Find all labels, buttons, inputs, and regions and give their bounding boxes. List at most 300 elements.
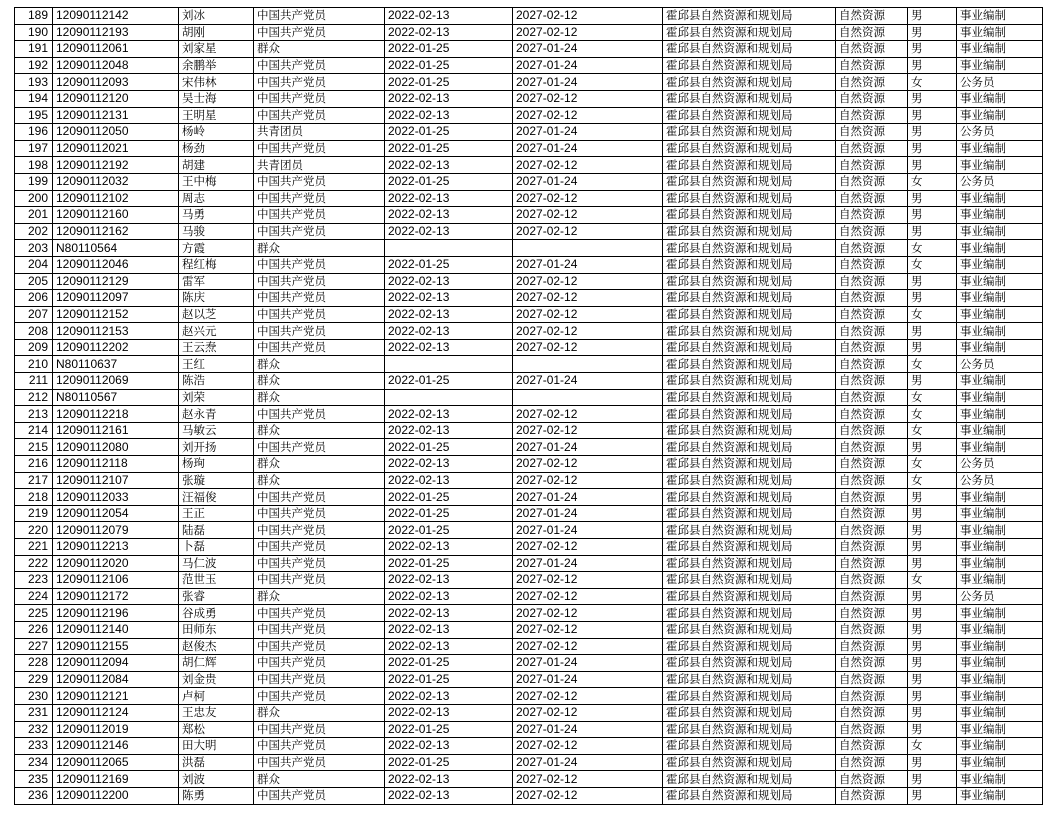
- gender-cell: 男: [908, 621, 957, 638]
- row-number-cell: 226: [15, 621, 53, 638]
- issue-date-cell: 2022-02-13: [385, 787, 513, 804]
- table-row: [15, 57, 1043, 74]
- political-status-cell: 中国共产党员: [254, 190, 385, 207]
- certificate-number-cell: 12090112169: [53, 771, 179, 788]
- issue-date-cell: 2022-02-13: [385, 323, 513, 340]
- expiry-date-cell: 2027-02-12: [513, 8, 663, 25]
- expiry-date-cell: 2027-02-12: [513, 539, 663, 556]
- expiry-date-cell: 2027-01-24: [513, 41, 663, 58]
- political-status-cell: 中国共产党员: [254, 406, 385, 423]
- table-row: [15, 124, 1043, 141]
- table-row: [15, 505, 1043, 522]
- staff-type-cell: 事业编制: [957, 107, 1043, 124]
- expiry-date-cell: 2027-01-24: [513, 57, 663, 74]
- political-status-cell: 中国共产党员: [254, 489, 385, 506]
- table-row: [15, 74, 1043, 91]
- issue-date-cell: 2022-01-25: [385, 505, 513, 522]
- staff-type-cell: 事业编制: [957, 273, 1043, 290]
- gender-cell: 女: [908, 472, 957, 489]
- issue-date-cell: 2022-02-13: [385, 207, 513, 224]
- field-cell: 自然资源: [836, 704, 908, 721]
- expiry-date-cell: 2027-01-24: [513, 256, 663, 273]
- field-cell: 自然资源: [836, 555, 908, 572]
- issue-date-cell: 2022-02-13: [385, 456, 513, 473]
- field-cell: 自然资源: [836, 190, 908, 207]
- agency-cell: 霍邱县自然资源和规划局: [663, 505, 836, 522]
- gender-cell: 男: [908, 688, 957, 705]
- gender-cell: 男: [908, 90, 957, 107]
- agency-cell: 霍邱县自然资源和规划局: [663, 124, 836, 141]
- field-cell: 自然资源: [836, 621, 908, 638]
- gender-cell: 女: [908, 74, 957, 91]
- issue-date-cell: 2022-02-13: [385, 605, 513, 622]
- agency-cell: 霍邱县自然资源和规划局: [663, 721, 836, 738]
- agency-cell: 霍邱县自然资源和规划局: [663, 456, 836, 473]
- expiry-date-cell: 2027-02-12: [513, 787, 663, 804]
- political-status-cell: 群众: [254, 422, 385, 439]
- row-number-cell: 195: [15, 107, 53, 124]
- gender-cell: 男: [908, 373, 957, 390]
- political-status-cell: 中国共产党员: [254, 24, 385, 41]
- political-status-cell: 群众: [254, 771, 385, 788]
- field-cell: 自然资源: [836, 439, 908, 456]
- political-status-cell: 中国共产党员: [254, 738, 385, 755]
- agency-cell: 霍邱县自然资源和规划局: [663, 522, 836, 539]
- gender-cell: 男: [908, 754, 957, 771]
- table-row: [15, 256, 1043, 273]
- issue-date-cell: 2022-01-25: [385, 754, 513, 771]
- staff-type-cell: 事业编制: [957, 539, 1043, 556]
- row-number-cell: 202: [15, 223, 53, 240]
- issue-date-cell: 2022-01-25: [385, 57, 513, 74]
- expiry-date-cell: 2027-01-24: [513, 74, 663, 91]
- name-cell: 雷军: [179, 273, 254, 290]
- name-cell: 赵兴元: [179, 323, 254, 340]
- row-number-cell: 205: [15, 273, 53, 290]
- staff-type-cell: 事业编制: [957, 339, 1043, 356]
- expiry-date-cell: 2027-02-12: [513, 207, 663, 224]
- staff-type-cell: 事业编制: [957, 638, 1043, 655]
- expiry-date-cell: 2027-02-12: [513, 90, 663, 107]
- table-row: [15, 638, 1043, 655]
- name-cell: 马勇: [179, 207, 254, 224]
- field-cell: 自然资源: [836, 273, 908, 290]
- issue-date-cell: 2022-02-13: [385, 273, 513, 290]
- field-cell: 自然资源: [836, 207, 908, 224]
- expiry-date-cell: 2027-02-12: [513, 339, 663, 356]
- row-number-cell: 225: [15, 605, 53, 622]
- name-cell: 马仁波: [179, 555, 254, 572]
- table-row: [15, 655, 1043, 672]
- table-body: [15, 8, 1043, 805]
- issue-date-cell: 2022-01-25: [385, 522, 513, 539]
- row-number-cell: 215: [15, 439, 53, 456]
- staff-type-cell: 事业编制: [957, 439, 1043, 456]
- political-status-cell: 中国共产党员: [254, 339, 385, 356]
- agency-cell: 霍邱县自然资源和规划局: [663, 323, 836, 340]
- field-cell: 自然资源: [836, 422, 908, 439]
- row-number-cell: 198: [15, 157, 53, 174]
- political-status-cell: 中国共产党员: [254, 439, 385, 456]
- row-number-cell: 207: [15, 306, 53, 323]
- agency-cell: 霍邱县自然资源和规划局: [663, 223, 836, 240]
- field-cell: 自然资源: [836, 787, 908, 804]
- staff-type-cell: 事业编制: [957, 207, 1043, 224]
- field-cell: 自然资源: [836, 638, 908, 655]
- table-row: [15, 522, 1043, 539]
- issue-date-cell: [385, 389, 513, 406]
- name-cell: 赵俊杰: [179, 638, 254, 655]
- field-cell: 自然资源: [836, 74, 908, 91]
- political-status-cell: 中国共产党员: [254, 638, 385, 655]
- staff-type-cell: 公务员: [957, 356, 1043, 373]
- name-cell: 方霞: [179, 240, 254, 257]
- name-cell: 刘波: [179, 771, 254, 788]
- field-cell: 自然资源: [836, 489, 908, 506]
- name-cell: 宋伟林: [179, 74, 254, 91]
- field-cell: 自然资源: [836, 223, 908, 240]
- agency-cell: 霍邱县自然资源和规划局: [663, 107, 836, 124]
- agency-cell: 霍邱县自然资源和规划局: [663, 472, 836, 489]
- issue-date-cell: 2022-02-13: [385, 90, 513, 107]
- staff-type-cell: 事业编制: [957, 787, 1043, 804]
- gender-cell: 女: [908, 173, 957, 190]
- name-cell: 余鹏举: [179, 57, 254, 74]
- table-row: [15, 456, 1043, 473]
- certificate-number-cell: 12090112140: [53, 621, 179, 638]
- gender-cell: 男: [908, 505, 957, 522]
- certificate-number-cell: 12090112120: [53, 90, 179, 107]
- gender-cell: 男: [908, 638, 957, 655]
- row-number-cell: 203: [15, 240, 53, 257]
- agency-cell: 霍邱县自然资源和规划局: [663, 787, 836, 804]
- issue-date-cell: [385, 356, 513, 373]
- agency-cell: 霍邱县自然资源和规划局: [663, 539, 836, 556]
- table-row: [15, 240, 1043, 257]
- name-cell: 张睿: [179, 588, 254, 605]
- certificate-number-cell: 12090112048: [53, 57, 179, 74]
- expiry-date-cell: 2027-02-12: [513, 472, 663, 489]
- political-status-cell: 中国共产党员: [254, 671, 385, 688]
- table-row: [15, 422, 1043, 439]
- gender-cell: 男: [908, 157, 957, 174]
- issue-date-cell: 2022-02-13: [385, 406, 513, 423]
- table-row: [15, 24, 1043, 41]
- certificate-number-cell: 12090112046: [53, 256, 179, 273]
- staff-type-cell: 公务员: [957, 456, 1043, 473]
- political-status-cell: 中国共产党员: [254, 107, 385, 124]
- expiry-date-cell: 2027-01-24: [513, 671, 663, 688]
- political-status-cell: 中国共产党员: [254, 207, 385, 224]
- field-cell: 自然资源: [836, 24, 908, 41]
- staff-type-cell: 事业编制: [957, 240, 1043, 257]
- gender-cell: 男: [908, 124, 957, 141]
- political-status-cell: 群众: [254, 704, 385, 721]
- issue-date-cell: 2022-01-25: [385, 373, 513, 390]
- agency-cell: 霍邱县自然资源和规划局: [663, 57, 836, 74]
- field-cell: 自然资源: [836, 157, 908, 174]
- field-cell: 自然资源: [836, 472, 908, 489]
- table-row: [15, 223, 1043, 240]
- gender-cell: 女: [908, 356, 957, 373]
- name-cell: 卢柯: [179, 688, 254, 705]
- political-status-cell: 中国共产党员: [254, 273, 385, 290]
- staff-type-cell: 事业编制: [957, 621, 1043, 638]
- political-status-cell: 群众: [254, 41, 385, 58]
- table-row: [15, 738, 1043, 755]
- agency-cell: 霍邱县自然资源和规划局: [663, 373, 836, 390]
- staff-type-cell: 事业编制: [957, 505, 1043, 522]
- issue-date-cell: 2022-02-13: [385, 190, 513, 207]
- political-status-cell: 中国共产党员: [254, 256, 385, 273]
- name-cell: 田师东: [179, 621, 254, 638]
- row-number-cell: 236: [15, 787, 53, 804]
- political-status-cell: 群众: [254, 588, 385, 605]
- name-cell: 范世玉: [179, 572, 254, 589]
- certificate-number-cell: 12090112142: [53, 8, 179, 25]
- political-status-cell: 中国共产党员: [254, 306, 385, 323]
- row-number-cell: 210: [15, 356, 53, 373]
- row-number-cell: 228: [15, 655, 53, 672]
- expiry-date-cell: 2027-02-12: [513, 306, 663, 323]
- field-cell: 自然资源: [836, 107, 908, 124]
- row-number-cell: 217: [15, 472, 53, 489]
- agency-cell: 霍邱县自然资源和规划局: [663, 157, 836, 174]
- certificate-number-cell: 12090112050: [53, 124, 179, 141]
- field-cell: 自然资源: [836, 240, 908, 257]
- table-row: [15, 539, 1043, 556]
- agency-cell: 霍邱县自然资源和规划局: [663, 422, 836, 439]
- table-row: [15, 572, 1043, 589]
- field-cell: 自然资源: [836, 140, 908, 157]
- staff-type-cell: 事业编制: [957, 688, 1043, 705]
- staff-type-cell: 事业编制: [957, 754, 1043, 771]
- row-number-cell: 194: [15, 90, 53, 107]
- agency-cell: 霍邱县自然资源和规划局: [663, 256, 836, 273]
- expiry-date-cell: 2027-01-24: [513, 489, 663, 506]
- name-cell: 王正: [179, 505, 254, 522]
- gender-cell: 男: [908, 8, 957, 25]
- gender-cell: 男: [908, 140, 957, 157]
- agency-cell: 霍邱县自然资源和规划局: [663, 588, 836, 605]
- row-number-cell: 232: [15, 721, 53, 738]
- political-status-cell: 中国共产党员: [254, 539, 385, 556]
- expiry-date-cell: 2027-01-24: [513, 754, 663, 771]
- staff-type-cell: 事业编制: [957, 389, 1043, 406]
- political-status-cell: 群众: [254, 356, 385, 373]
- issue-date-cell: 2022-01-25: [385, 655, 513, 672]
- gender-cell: 女: [908, 456, 957, 473]
- staff-type-cell: 事业编制: [957, 90, 1043, 107]
- agency-cell: 霍邱县自然资源和规划局: [663, 290, 836, 307]
- expiry-date-cell: 2027-02-12: [513, 456, 663, 473]
- gender-cell: 男: [908, 273, 957, 290]
- gender-cell: 女: [908, 389, 957, 406]
- expiry-date-cell: 2027-02-12: [513, 406, 663, 423]
- staff-type-cell: 公务员: [957, 472, 1043, 489]
- field-cell: 自然资源: [836, 41, 908, 58]
- table-row: [15, 389, 1043, 406]
- row-number-cell: 213: [15, 406, 53, 423]
- gender-cell: 男: [908, 522, 957, 539]
- name-cell: 刘家星: [179, 41, 254, 58]
- agency-cell: 霍邱县自然资源和规划局: [663, 621, 836, 638]
- issue-date-cell: 2022-02-13: [385, 339, 513, 356]
- row-number-cell: 204: [15, 256, 53, 273]
- certificate-number-cell: 12090112021: [53, 140, 179, 157]
- certificate-number-cell: 12090112054: [53, 505, 179, 522]
- certificate-number-cell: 12090112065: [53, 754, 179, 771]
- table-row: [15, 157, 1043, 174]
- issue-date-cell: 2022-02-13: [385, 621, 513, 638]
- political-status-cell: 群众: [254, 456, 385, 473]
- row-number-cell: 191: [15, 41, 53, 58]
- table-row: [15, 140, 1043, 157]
- row-number-cell: 197: [15, 140, 53, 157]
- table-row: [15, 671, 1043, 688]
- staff-type-cell: 事业编制: [957, 555, 1043, 572]
- name-cell: 王云焘: [179, 339, 254, 356]
- political-status-cell: 中国共产党员: [254, 8, 385, 25]
- staff-type-cell: 事业编制: [957, 406, 1043, 423]
- gender-cell: 女: [908, 240, 957, 257]
- certificate-number-cell: N80110637: [53, 356, 179, 373]
- certificate-number-cell: 12090112097: [53, 290, 179, 307]
- political-status-cell: 群众: [254, 240, 385, 257]
- row-number-cell: 234: [15, 754, 53, 771]
- name-cell: 胡仁辉: [179, 655, 254, 672]
- field-cell: 自然资源: [836, 389, 908, 406]
- name-cell: 王忠友: [179, 704, 254, 721]
- name-cell: 陈勇: [179, 787, 254, 804]
- table-row: [15, 90, 1043, 107]
- political-status-cell: 中国共产党员: [254, 323, 385, 340]
- certificate-number-cell: 12090112033: [53, 489, 179, 506]
- political-status-cell: 中国共产党员: [254, 173, 385, 190]
- row-number-cell: 189: [15, 8, 53, 25]
- name-cell: 刘开扬: [179, 439, 254, 456]
- issue-date-cell: 2022-02-13: [385, 572, 513, 589]
- agency-cell: 霍邱县自然资源和规划局: [663, 738, 836, 755]
- staff-type-cell: 事业编制: [957, 738, 1043, 755]
- name-cell: 刘金贵: [179, 671, 254, 688]
- row-number-cell: 211: [15, 373, 53, 390]
- issue-date-cell: 2022-02-13: [385, 472, 513, 489]
- table-row: [15, 207, 1043, 224]
- agency-cell: 霍邱县自然资源和规划局: [663, 555, 836, 572]
- name-cell: 杨珣: [179, 456, 254, 473]
- field-cell: 自然资源: [836, 505, 908, 522]
- certificate-number-cell: 12090112161: [53, 422, 179, 439]
- certificate-number-cell: 12090112162: [53, 223, 179, 240]
- political-status-cell: 中国共产党员: [254, 522, 385, 539]
- staff-type-cell: 事业编制: [957, 605, 1043, 622]
- expiry-date-cell: 2027-01-24: [513, 173, 663, 190]
- row-number-cell: 190: [15, 24, 53, 41]
- certificate-number-cell: 12090112193: [53, 24, 179, 41]
- table-row: [15, 306, 1043, 323]
- certificate-number-cell: 12090112131: [53, 107, 179, 124]
- gender-cell: 男: [908, 339, 957, 356]
- staff-type-cell: 公务员: [957, 588, 1043, 605]
- certificate-number-cell: 12090112107: [53, 472, 179, 489]
- political-status-cell: 中国共产党员: [254, 505, 385, 522]
- agency-cell: 霍邱县自然资源和规划局: [663, 638, 836, 655]
- issue-date-cell: 2022-02-13: [385, 422, 513, 439]
- certificate-number-cell: 12090112079: [53, 522, 179, 539]
- certificate-number-cell: 12090112172: [53, 588, 179, 605]
- table-row: [15, 290, 1043, 307]
- name-cell: 张璇: [179, 472, 254, 489]
- row-number-cell: 230: [15, 688, 53, 705]
- gender-cell: 男: [908, 107, 957, 124]
- name-cell: 陈浩: [179, 373, 254, 390]
- field-cell: 自然资源: [836, 771, 908, 788]
- table-row: [15, 173, 1043, 190]
- field-cell: 自然资源: [836, 290, 908, 307]
- issue-date-cell: 2022-01-25: [385, 721, 513, 738]
- name-cell: 马骏: [179, 223, 254, 240]
- staff-type-cell: 事业编制: [957, 8, 1043, 25]
- row-number-cell: 201: [15, 207, 53, 224]
- agency-cell: 霍邱县自然资源和规划局: [663, 24, 836, 41]
- issue-date-cell: 2022-02-13: [385, 223, 513, 240]
- political-status-cell: 中国共产党员: [254, 721, 385, 738]
- expiry-date-cell: 2027-02-12: [513, 323, 663, 340]
- issue-date-cell: 2022-02-13: [385, 738, 513, 755]
- field-cell: 自然资源: [836, 339, 908, 356]
- row-number-cell: 193: [15, 74, 53, 91]
- issue-date-cell: 2022-02-13: [385, 688, 513, 705]
- row-number-cell: 224: [15, 588, 53, 605]
- field-cell: 自然资源: [836, 688, 908, 705]
- certificate-number-cell: 12090112061: [53, 41, 179, 58]
- field-cell: 自然资源: [836, 655, 908, 672]
- staff-type-cell: 公务员: [957, 74, 1043, 91]
- political-status-cell: 共青团员: [254, 157, 385, 174]
- row-number-cell: 212: [15, 389, 53, 406]
- table-row: [15, 472, 1043, 489]
- issue-date-cell: 2022-01-25: [385, 256, 513, 273]
- field-cell: 自然资源: [836, 605, 908, 622]
- name-cell: 郑松: [179, 721, 254, 738]
- political-status-cell: 中国共产党员: [254, 572, 385, 589]
- staff-type-cell: 公务员: [957, 124, 1043, 141]
- staff-type-cell: 事业编制: [957, 306, 1043, 323]
- row-number-cell: 192: [15, 57, 53, 74]
- table-row: [15, 41, 1043, 58]
- table-row: [15, 605, 1043, 622]
- political-status-cell: 中国共产党员: [254, 655, 385, 672]
- issue-date-cell: 2022-01-25: [385, 439, 513, 456]
- name-cell: 杨劲: [179, 140, 254, 157]
- issue-date-cell: 2022-02-13: [385, 157, 513, 174]
- table-row: [15, 273, 1043, 290]
- agency-cell: 霍邱县自然资源和规划局: [663, 8, 836, 25]
- issue-date-cell: 2022-01-25: [385, 489, 513, 506]
- expiry-date-cell: 2027-01-24: [513, 721, 663, 738]
- gender-cell: 男: [908, 787, 957, 804]
- agency-cell: 霍邱县自然资源和规划局: [663, 90, 836, 107]
- issue-date-cell: 2022-01-25: [385, 74, 513, 91]
- staff-type-cell: 事业编制: [957, 157, 1043, 174]
- certificate-number-cell: 12090112146: [53, 738, 179, 755]
- agency-cell: 霍邱县自然资源和规划局: [663, 173, 836, 190]
- political-status-cell: 中国共产党员: [254, 74, 385, 91]
- certificate-number-cell: 12090112160: [53, 207, 179, 224]
- name-cell: 赵永青: [179, 406, 254, 423]
- staff-type-cell: 事业编制: [957, 57, 1043, 74]
